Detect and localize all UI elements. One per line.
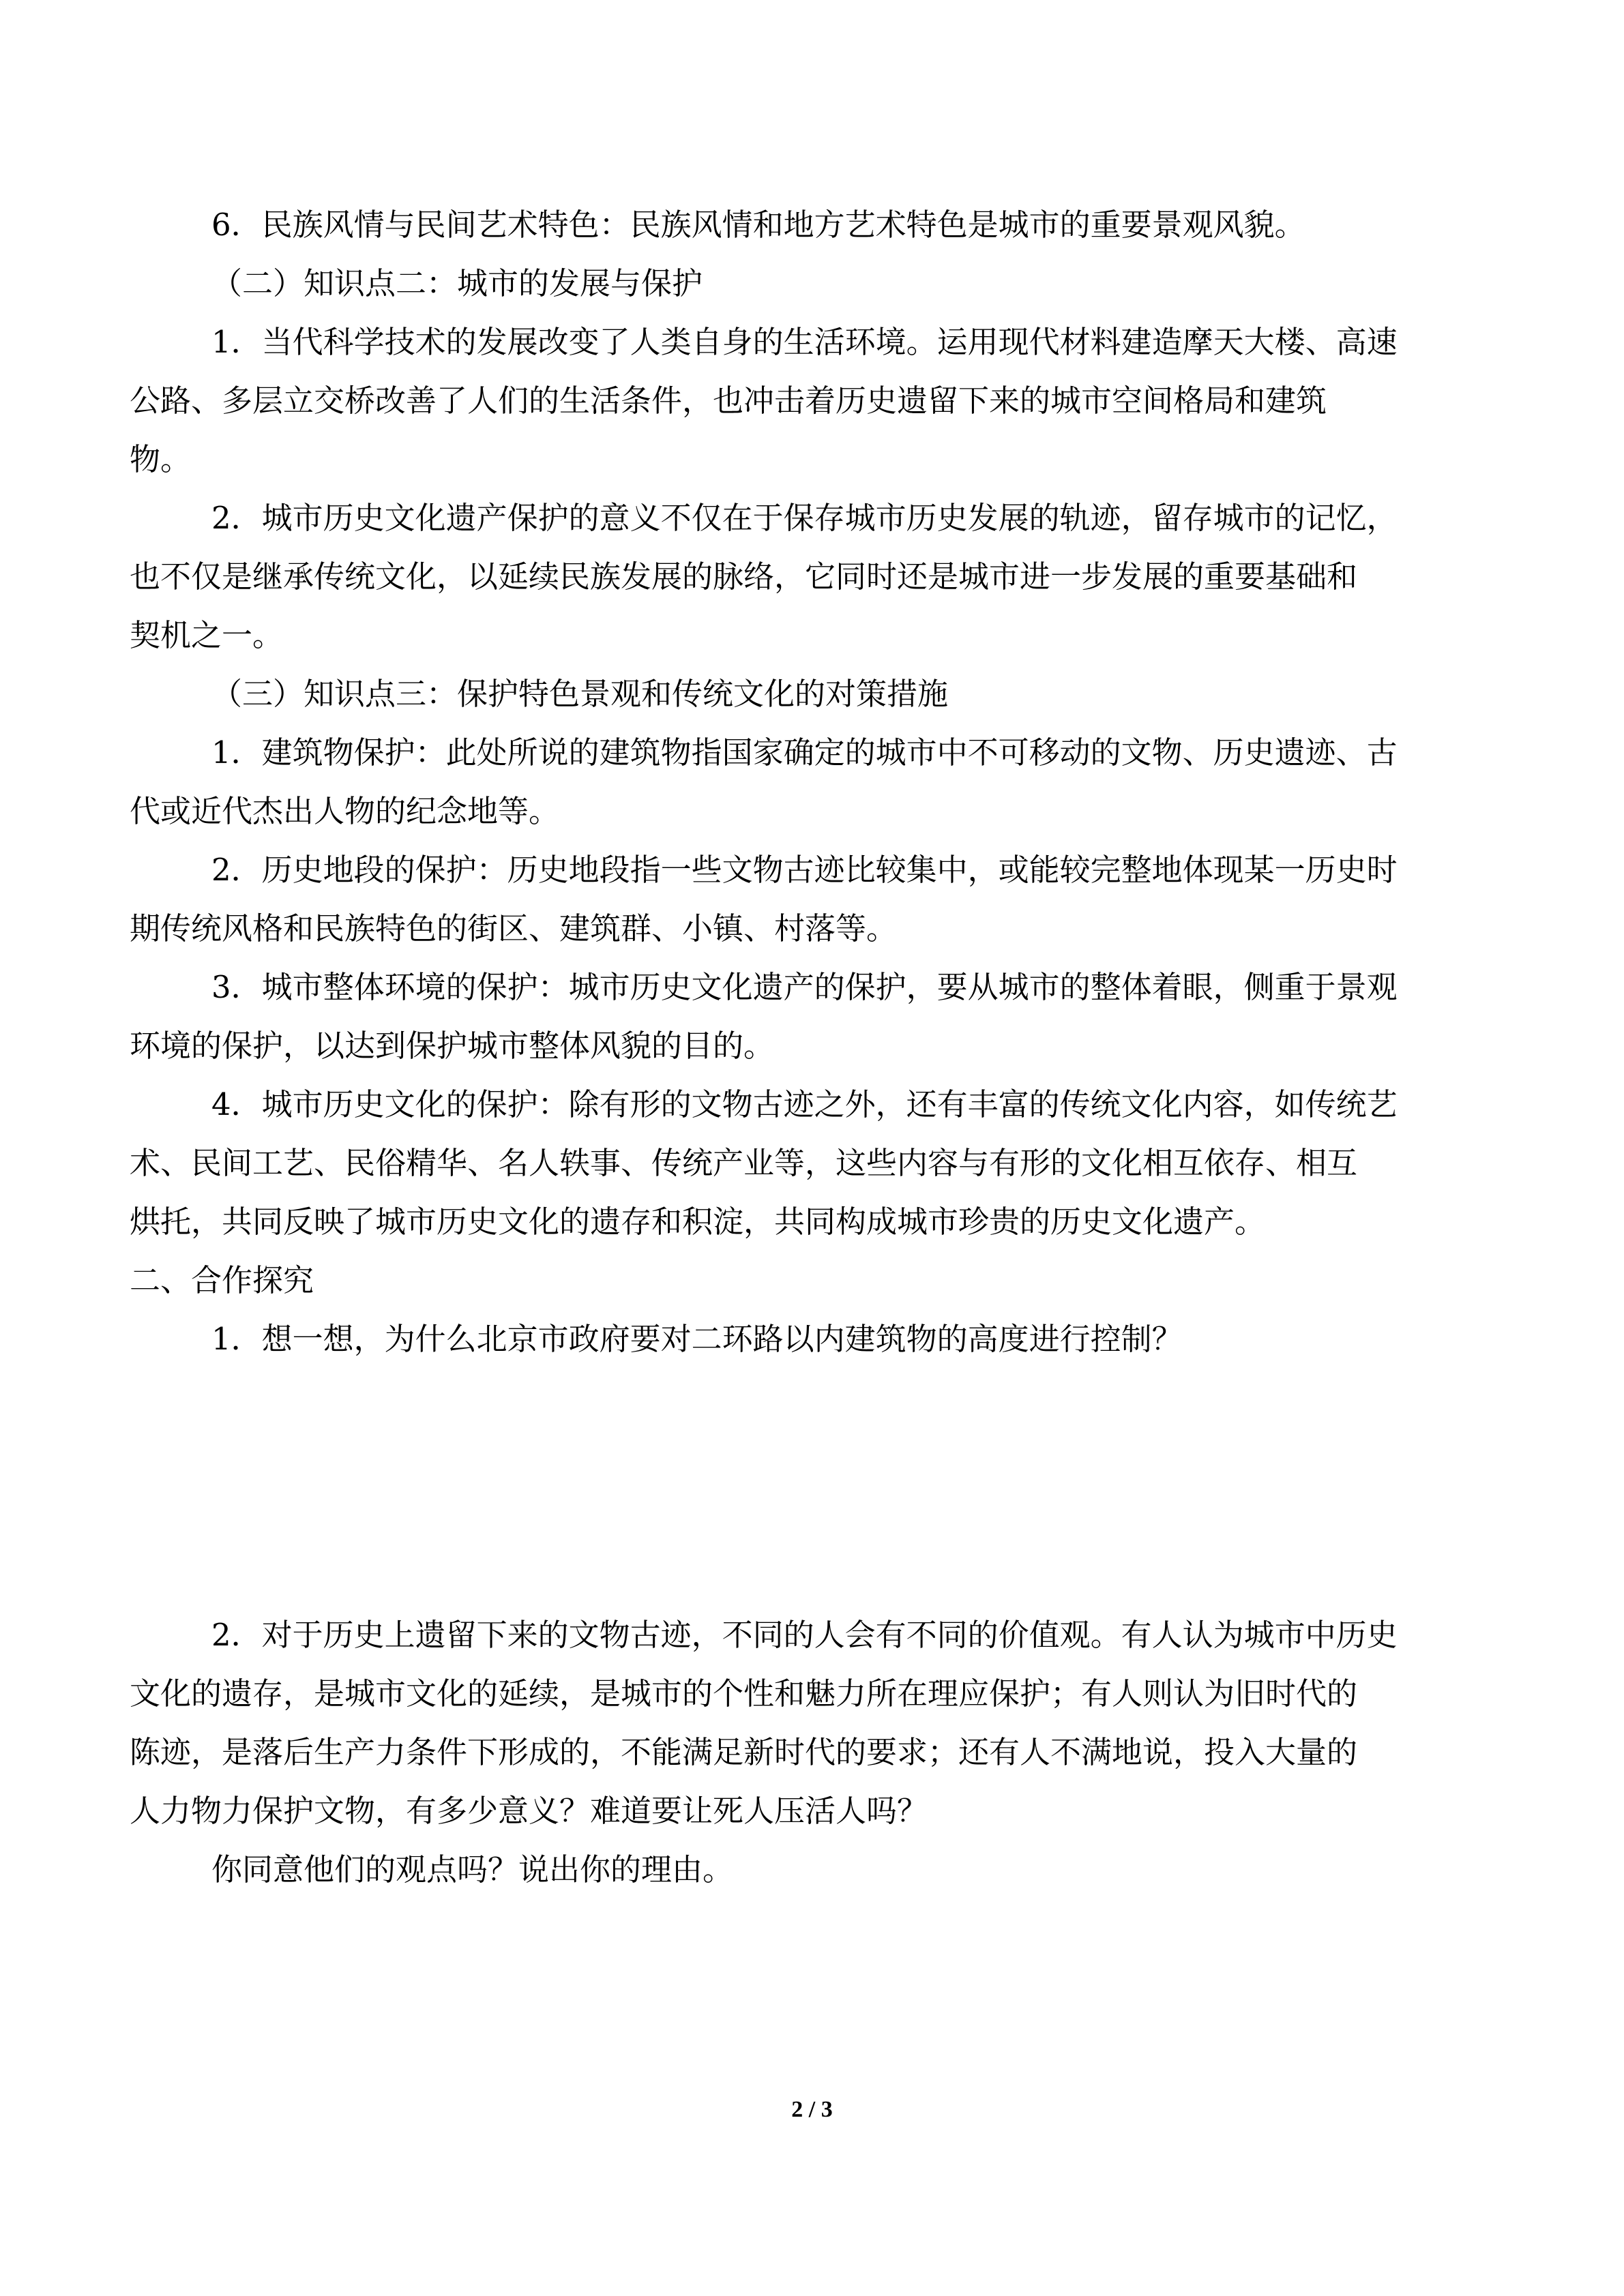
paragraph-line: 期传统风格和民族特色的街区、建筑群、小镇、村落等。 <box>130 910 898 946</box>
question-line: 文化的遗存，是城市文化的延续，是城市的个性和魅力所在理应保护；有人则认为旧时代的 <box>130 1675 1358 1712</box>
question-line: 陈迹，是落后生产力条件下形成的，不能满足新时代的要求；还有人不满地说，投入大量的 <box>130 1734 1358 1770</box>
paragraph-line: 2．历史地段的保护：历史地段指一些文物古迹比较集中，或能较完整地体现某一历史时 <box>211 852 1398 888</box>
paragraph-line: 2．城市历史文化遗产保护的意义不仅在于保存城市历史发展的轨迹，留存城市的记忆， <box>211 500 1398 536</box>
paragraph-line: 术、民间工艺、民俗精华、名人轶事、传统产业等，这些内容与有形的文化相互依存、相互 <box>130 1145 1358 1181</box>
paragraph-line: 烘托，共同反映了城市历史文化的遗存和积淀，共同构成城市珍贵的历史文化遗产。 <box>130 1204 1266 1240</box>
paragraph-line: 3．城市整体环境的保护：城市历史文化遗产的保护，要从城市的整体着眼，侧重于景观 <box>211 969 1398 1005</box>
paragraph-line: 6．民族风情与民间艺术特色：民族风情和地方艺术特色是城市的重要景观风貌。 <box>211 207 1305 243</box>
paragraph-line: 环境的保护，以达到保护城市整体风貌的目的。 <box>130 1028 775 1064</box>
paragraph-line: 1．当代科学技术的发展改变了人类自身的生活环境。运用现代材料建造摩天大楼、高速 <box>211 324 1398 360</box>
paragraph-line: 公路、多层立交桥改善了人们的生活条件，也冲击着历史遗留下来的城市空间格局和建筑 <box>130 383 1327 419</box>
paragraph-line: 物。 <box>130 441 192 477</box>
section-heading: 二、合作探究 <box>130 1262 314 1298</box>
question-line: 人力物力保护文物，有多少意义？难道要让死人压活人吗？ <box>130 1793 928 1829</box>
paragraph-line: 契机之一。 <box>130 617 284 653</box>
question-line: 你同意他们的观点吗？说出你的理由。 <box>211 1851 734 1888</box>
paragraph-line: 代或近代杰出人物的纪念地等。 <box>130 793 560 829</box>
page-number: 2 / 3 <box>791 2097 833 2122</box>
question-line: 2．对于历史上遗留下来的文物古迹，不同的人会有不同的价值观。有人认为城市中历史 <box>211 1617 1398 1653</box>
paragraph-line: 也不仅是继承传统文化，以延续民族发展的脉络，它同时还是城市进一步发展的重要基础和 <box>130 558 1358 595</box>
section-heading: （二）知识点二：城市的发展与保护 <box>211 265 703 301</box>
question-line: 1．想一想，为什么北京市政府要对二环路以内建筑物的高度进行控制？ <box>211 1321 1183 1357</box>
paragraph-line: 4．城市历史文化的保护：除有形的文物古迹之外，还有丰富的传统文化内容，如传统艺 <box>211 1086 1398 1122</box>
section-heading: （三）知识点三：保护特色景观和传统文化的对策措施 <box>211 676 949 712</box>
paragraph-line: 1．建筑物保护：此处所说的建筑物指国家确定的城市中不可移动的文物、历史遗迹、古 <box>211 734 1398 771</box>
